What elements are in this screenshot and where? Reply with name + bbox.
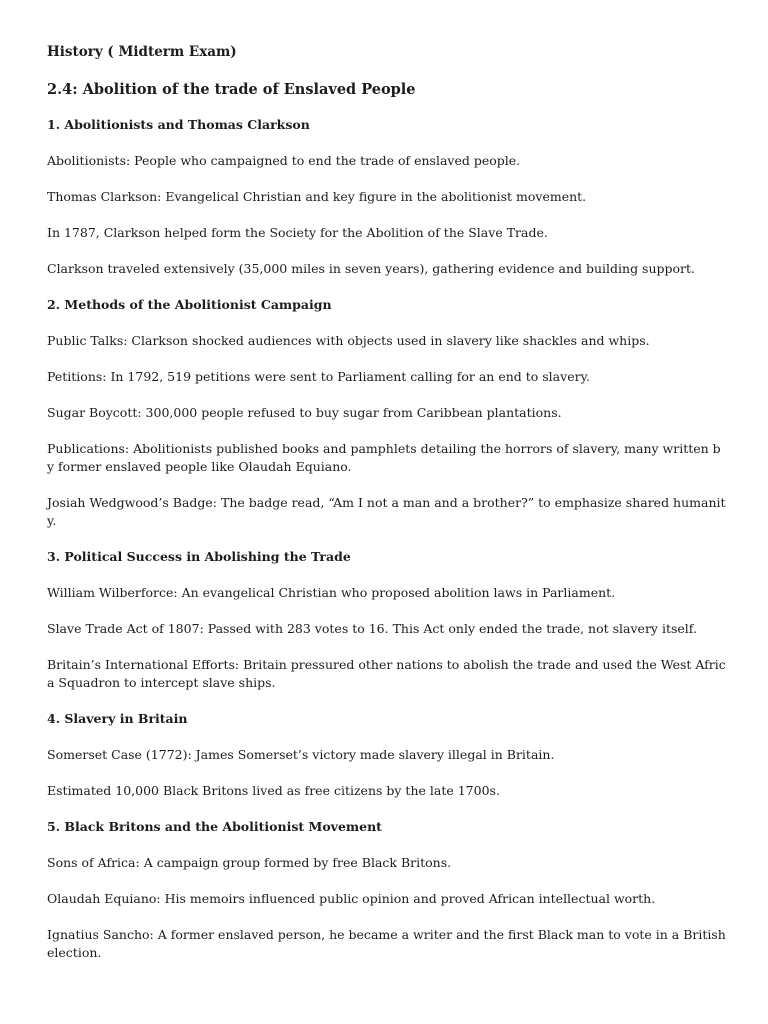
section-heading: 3. Political Success in Abolishing the Trade	[47, 549, 351, 564]
paragraph: Petitions: In 1792, 519 petitions were sent to Parliament calling for an end to slavery.	[47, 369, 590, 384]
paragraph: Clarkson traveled extensively (35,000 miles in seven years), gathering evidence and building support.	[47, 261, 696, 276]
paragraph: Abolitionists: People who campaigned to end the trade of enslaved people.	[47, 153, 521, 168]
section-heading: 2. Methods of the Abolitionist Campaign	[47, 297, 332, 312]
paragraph: Ignatius Sancho: A former enslaved person, he became a writer and the first Black man to vote in a British election.	[47, 927, 726, 960]
document-page	[47, 42, 727, 980]
paragraph: Public Talks: Clarkson shocked audiences with objects used in slavery like shackles and whips.	[47, 333, 650, 348]
section-title: 2.4: Abolition of the trade of Enslaved People	[47, 81, 416, 98]
section-heading: 1. Abolitionists and Thomas Clarkson	[47, 117, 310, 132]
paragraph: Britain’s International Efforts: Britain pressured other nations to abolish the trade and used the West Africa Squadron to intercept slave ships.	[47, 657, 726, 690]
section-slavery-in-britain	[47, 710, 727, 800]
paragraph: Slave Trade Act of 1807: Passed with 283 votes to 16. This Act only ended the trade, not slavery itself.	[47, 621, 697, 636]
paragraph: Sugar Boycott: 300,000 people refused to buy sugar from Caribbean plantations.	[47, 405, 562, 420]
section-black-britons	[47, 818, 727, 962]
section-methods	[47, 296, 727, 530]
section-heading: 4. Slavery in Britain	[47, 711, 188, 726]
paragraph: Olaudah Equiano: His memoirs influenced public opinion and proved African intellectual worth.	[47, 891, 656, 906]
paragraph: In 1787, Clarkson helped form the Society for the Abolition of the Slave Trade.	[47, 225, 548, 240]
section-heading: 5. Black Britons and the Abolitionist Movement	[47, 819, 382, 834]
section-abolitionists	[47, 116, 727, 278]
paragraph: Josiah Wedgwood’s Badge: The badge read, “Am I not a man and a brother?” to emphasize shared humanity.	[47, 495, 726, 528]
paragraph: William Wilberforce: An evangelical Christian who proposed abolition laws in Parliament.	[47, 585, 616, 600]
paragraph: Sons of Africa: A campaign group formed by free Black Britons.	[47, 855, 452, 870]
document-title: History ( Midterm Exam)	[47, 44, 237, 60]
paragraph: Somerset Case (1772): James Somerset’s victory made slavery illegal in Britain.	[47, 747, 555, 762]
paragraph: Estimated 10,000 Black Britons lived as free citizens by the late 1700s.	[47, 783, 500, 798]
paragraph: Thomas Clarkson: Evangelical Christian and key figure in the abolitionist movement.	[47, 189, 587, 204]
section-political-success	[47, 548, 727, 692]
paragraph: Publications: Abolitionists published books and pamphlets detailing the horrors of slavery, many written by former enslaved people like Olaudah Equiano.	[47, 441, 721, 474]
